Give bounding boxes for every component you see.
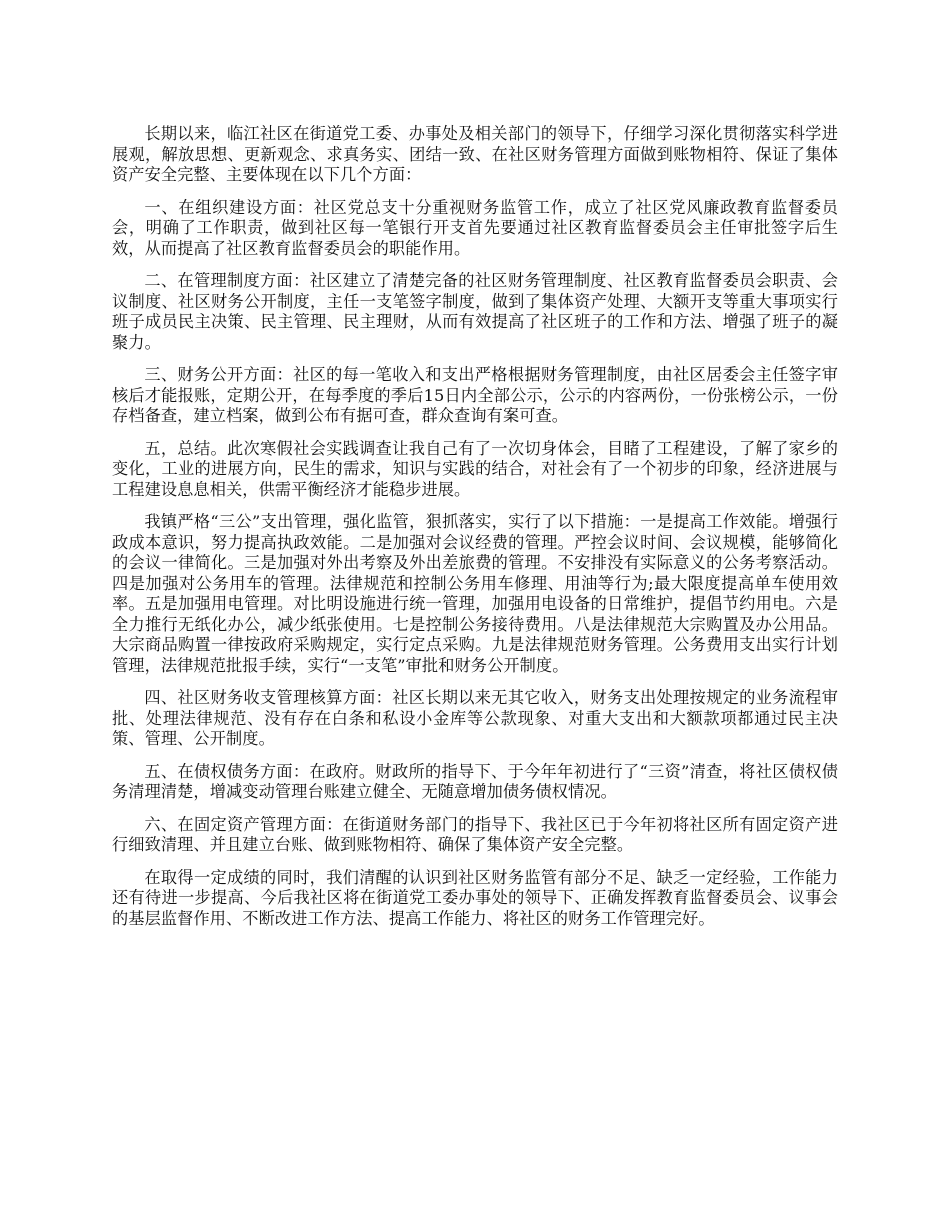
paragraph-conclusion: 在取得一定成绩的同时，我们清醒的认识到社区财务监管有部分不足、缺乏一定经验，工作能力还有待进一步提高、今后我社区将在街道党工委办事处的领导下、正确发挥教育监督委员会、议事会的基层监督作用、不断改进工作方法、提高工作能力、将社区的财务工作管理完好。 bbox=[112, 867, 838, 928]
paragraph-debts: 五、在债权债务方面：在政府。财政所的指导下、于今年年初进行了“三资”清查，将社区债权债务清理清楚，增减变动管理台账建立健全、无随意增加债务债权情况。 bbox=[112, 761, 838, 801]
paragraph-income-expenditure: 四、社区财务收支管理核算方面：社区长期以来无其它收入，财务支出处理按规定的业务流程审批、处理法律规范、没有存在白条和私设小金库等公款现象、对重大支出和大额款项都通过民主决策、管理、公开制度。 bbox=[112, 688, 838, 748]
paragraph-summary: 五，总结。此次寒假社会实践调查让我自己有了一次切身体会，目睹了工程建设，了解了家乡的变化，工业的进展方向，民生的需求，知识与实践的结合，对社会有了一个初步的印象，经济进展与工程建设息息相关，供需平衡经济才能稳步进展。 bbox=[112, 438, 838, 499]
paragraph-financial-disclosure: 三、财务公开方面：社区的每一笔收入和支出严格根据财务管理制度，由社区居委会主任签字审核后才能报账，定期公开，在每季度的季后15日内全部公示，公示的内容两份，一份张榜公示，一份存档备查，建立档案，做到公布有据可查，群众查询有案可查。 bbox=[112, 365, 838, 425]
paragraph-intro: 长期以来，临江社区在街道党工委、办事处及相关部门的领导下，仔细学习深化贯彻落实科学进展观，解放思想、更新观念、求真务实、团结一致、在社区财务管理方面做到账物相符、保证了集体资产安全完整、主要体现在以下几个方面： bbox=[112, 124, 838, 184]
document-page bbox=[112, 124, 838, 941]
paragraph-fixed-assets: 六、在固定资产管理方面：在街道财务部门的指导下、我社区已于今年初将社区所有固定资产进行细致清理、并且建立台账、做到账物相符、确保了集体资产安全完整。 bbox=[112, 814, 838, 854]
paragraph-three-public-expenses: 我镇严格“三公”支出管理，强化监管，狠抓落实，实行了以下措施：一是提高工作效能。增强行政成本意识，努力提高执政效能。二是加强对会议经费的管理。严控会议时间、会议规模，能够简化的会议一律简化。三是加强对外出考察及外出差旅费的管理。不安排没有实际意义的公务考察活动。四是加强对公务用车的管理。法律规范和控制公务用车修理、用油等行为;最大限度提高单车使用效率。五是加强用电管理。对比明设施进行统一管理，加强用电设备的日常维护，提倡节约用电。六是全力推行无纸化办公，减少纸张使用。七是控制公务接待费用。八是法律规范大宗购置及办公用品。大宗商品购置一律按政府采购规定，实行定点采购。九是法律规范财务管理。公务费用支出实行计划管理，法律规范批报手续，实行“一支笔”审批和财务公开制度。 bbox=[112, 512, 838, 675]
paragraph-management-system: 二、在管理制度方面：社区建立了清楚完备的社区财务管理制度、社区教育监督委员会职责、会议制度、社区财务公开制度，主任一支笔签字制度，做到了集体资产处理、大额开支等重大事项实行班子成员民主决策、民主管理、民主理财，从而有效提高了社区班子的工作和方法、增强了班子的凝聚力。 bbox=[112, 271, 838, 352]
paragraph-organization: 一、在组织建设方面：社区党总支十分重视财务监管工作，成立了社区党风廉政教育监督委员会，明确了工作职责，做到社区每一笔银行开支首先要通过社区教育监督委员会主任审批签字后生效，从而提高了社区教育监督委员会的职能作用。 bbox=[112, 197, 838, 258]
